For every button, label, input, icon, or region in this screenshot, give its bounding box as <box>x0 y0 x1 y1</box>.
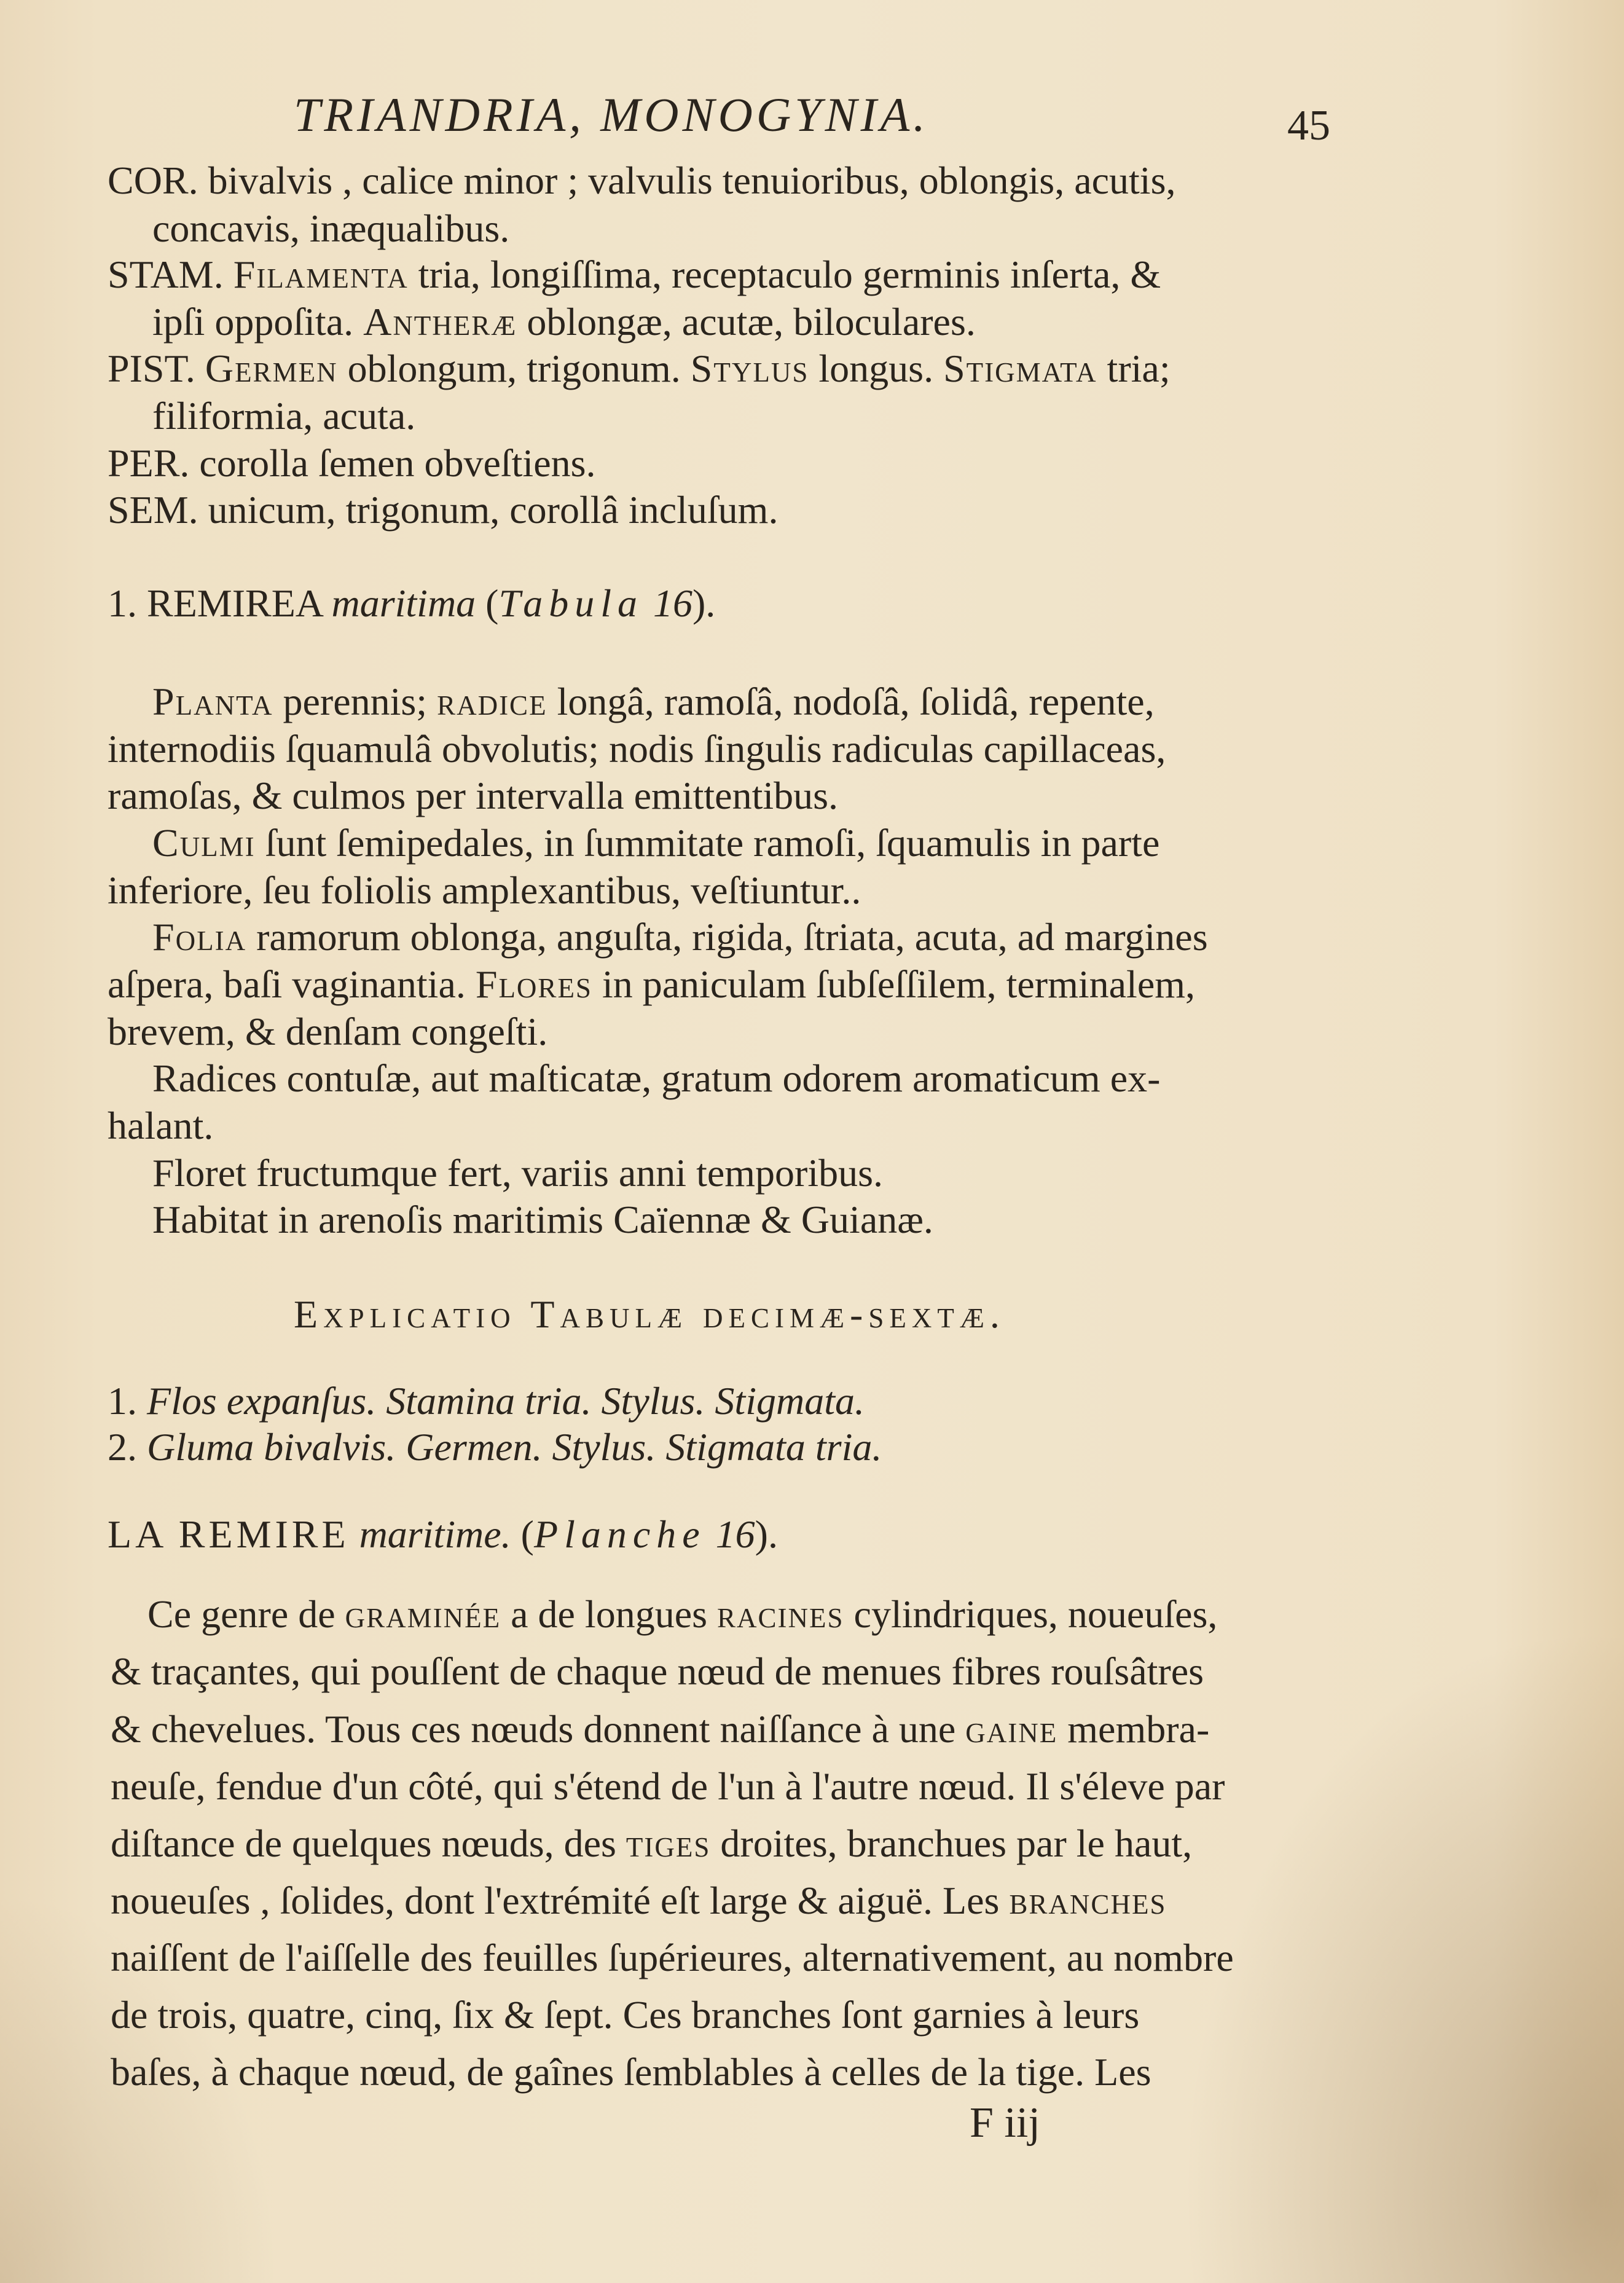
item-1-number: 1. <box>108 1379 137 1423</box>
sem-line <box>108 490 778 530</box>
item-2-text: Gluma bivalvis. Germen. Stylus. Stigmata tria. <box>147 1425 882 1469</box>
term-flores: Flores <box>475 962 592 1006</box>
french-epithet: maritime. <box>359 1512 511 1556</box>
plate-paren-open: ( <box>485 581 499 625</box>
pist-term-germen: Germen <box>205 347 338 390</box>
latin-body-line-11: Floret fructumque fert, variis anni temporibus. <box>152 1151 884 1195</box>
fr-l1-b: a de longues <box>511 1592 708 1636</box>
fr-term-branches: branches <box>1009 1879 1167 1922</box>
fr-term-graminee: graminée <box>345 1592 501 1636</box>
latin-body-line-4 <box>152 823 1159 863</box>
cor-label: COR. <box>108 159 198 202</box>
stam-line-2 <box>152 302 976 342</box>
french-body-line-8: de trois, quatre, cinq, ſix & ſept. Ces branches ſont garnies à leurs <box>111 1993 1140 2037</box>
french-body-line-3 <box>111 1707 1210 1751</box>
french-name: LA REMIRE <box>108 1512 350 1556</box>
pist-text-1: oblongum, trigonum. <box>347 347 681 390</box>
french-plate-close: ). <box>755 1512 778 1556</box>
latin-body-line-10: halant. <box>108 1104 214 1147</box>
term-culmi: Culmi <box>152 821 256 865</box>
latin-body-line-1 <box>152 682 1155 721</box>
term-radice: radice <box>437 680 547 723</box>
pist-label: PIST. <box>108 347 195 390</box>
signature-mark: F iij <box>970 2099 1040 2147</box>
french-body-line-1 <box>147 1592 1218 1636</box>
pist-line-1 <box>108 349 1171 388</box>
french-body-line-9: baſes, à chaque nœud, de gaînes ſemblables à celles de la tige. Les <box>111 2050 1151 2094</box>
species-genus: REMIREA <box>147 581 322 625</box>
french-body-line-5 <box>111 1821 1193 1865</box>
latin-body-text-1a: perennis; <box>283 680 428 723</box>
fr-l1-a: Ce genre de <box>147 1592 335 1636</box>
fr-term-gaine: gaine <box>965 1707 1058 1751</box>
item-1-text: Flos expanſus. Stamina tria. Stylus. Stigmata. <box>147 1379 865 1423</box>
latin-body-text-7b: in paniculam ſubſeſſilem, terminalem, <box>602 962 1196 1006</box>
species-number: 1. <box>108 581 137 625</box>
species-heading <box>108 581 716 625</box>
plate-paren-close: ). <box>692 581 716 625</box>
fr-term-tiges: tiges <box>626 1821 711 1865</box>
pist-line-2: filiformia, acuta. <box>152 394 416 438</box>
plate-explanation-item-2 <box>108 1425 882 1469</box>
plate-explanation-item-1 <box>108 1381 865 1421</box>
french-plate-word: Planche <box>533 1512 706 1556</box>
french-plate-number: 16 <box>715 1512 755 1556</box>
latin-body-line-6 <box>152 915 1208 959</box>
cor-line-2: concavis, inæqualibus. <box>152 206 510 250</box>
stam-text-2: oblongæ, acutæ, biloculares. <box>527 300 976 344</box>
species-epithet: maritima <box>331 581 476 625</box>
fr-l6-a: noueuſes , ſolides, dont l'extrémité eſt large & aiguë. Les <box>111 1879 1000 1922</box>
french-body-line-2: & traçantes, qui pouſſent de chaque nœud de menues fibres rouſsâtres <box>111 1649 1204 1693</box>
latin-body-line-7 <box>108 962 1196 1006</box>
stam-label: STAM. <box>108 253 224 296</box>
pist-term-stylus: Stylus <box>690 347 809 390</box>
stam-term-filamenta: Filamenta <box>233 253 409 296</box>
running-head-title: TRIANDRIA, MONOGYNIA. <box>294 88 929 141</box>
french-heading <box>108 1512 778 1556</box>
sem-text: unicum, trigonum, corollâ incluſum. <box>208 488 779 532</box>
pist-text-2: longus. <box>818 347 934 390</box>
term-planta: Planta <box>152 680 273 723</box>
per-line <box>108 441 596 485</box>
plate-word: Tabula <box>498 581 643 625</box>
latin-body-text-6: ramorum oblonga, anguſta, rigida, ſtriata, acuta, ad margines <box>256 915 1208 959</box>
latin-body-line-3: ramoſas, & culmos per intervalla emittentibus. <box>108 774 839 817</box>
pist-term-stigmata: Stigmata <box>943 347 1097 390</box>
french-body-line-7: naiſſent de l'aiſſelle des feuilles ſupérieures, alternativement, au nombre <box>111 1936 1234 1979</box>
per-label: PER. <box>108 441 190 485</box>
stam-term-antherae: Antheræ <box>363 300 517 344</box>
fr-l5-b: droites, branchues par le haut, <box>720 1821 1193 1865</box>
latin-body-text-1b: longâ, ramoſâ, nodoſâ, ſolidâ, repente, <box>557 680 1155 723</box>
latin-body-line-5: inferiore, ſeu foliolis amplexantibus, veſtiuntur.. <box>108 868 861 912</box>
item-2-number: 2. <box>108 1425 137 1469</box>
fr-term-racines: racines <box>717 1592 844 1636</box>
cor-line-1 <box>108 161 1175 200</box>
pist-text-3: tria; <box>1107 347 1171 390</box>
latin-body-text-7a: aſpera, baſi vaginantia. <box>108 962 466 1006</box>
french-plate-open: ( <box>520 1512 534 1556</box>
stam-text-2-pre: ipſi oppoſita. <box>152 300 354 344</box>
stam-text-1: tria, longiſſima, receptaculo germinis inſerta, & <box>418 253 1161 296</box>
latin-body-line-2: internodiis ſquamulâ obvolutis; nodis ſingulis radiculas capillaceas, <box>108 727 1166 771</box>
latin-body-line-8: brevem, & denſam congeſti. <box>108 1010 548 1053</box>
fr-l3-a: & chevelues. Tous ces nœuds donnent naiſſance à une <box>111 1707 956 1751</box>
per-text: corolla ſemen obveſtiens. <box>199 441 596 485</box>
french-body-line-4: neuſe, fendue d'un côté, qui s'étend de l'un à l'autre nœud. Il s'éleve par <box>111 1764 1225 1808</box>
latin-body-text-4: ſunt ſemipedales, in ſummitate ramoſi, ſquamulis in parte <box>265 821 1160 865</box>
term-folia: Folia <box>152 915 247 959</box>
french-body-line-6 <box>111 1881 1166 1920</box>
stam-line-1 <box>108 255 1161 294</box>
fr-l5-a: diſtance de quelques nœuds, des <box>111 1821 616 1865</box>
page-number: 45 <box>1287 102 1330 149</box>
plate-number: 16 <box>653 581 692 625</box>
plate-explanation-heading: Explicatio Tabulæ decimæ-sextæ. <box>294 1292 1005 1336</box>
latin-body-line-9: Radices contuſæ, aut maſticatæ, gratum odorem aromaticum ex- <box>152 1056 1161 1100</box>
fr-l3-b: membra- <box>1067 1707 1210 1751</box>
latin-body-line-12: Habitat in arenoſis maritimis Caïennæ & Guianæ. <box>152 1198 933 1241</box>
sem-label: SEM. <box>108 488 198 532</box>
fr-l1-c: cylindriques, noueuſes, <box>853 1592 1218 1636</box>
cor-text: bivalvis , calice minor ; valvulis tenuioribus, oblongis, acutis, <box>208 159 1176 202</box>
